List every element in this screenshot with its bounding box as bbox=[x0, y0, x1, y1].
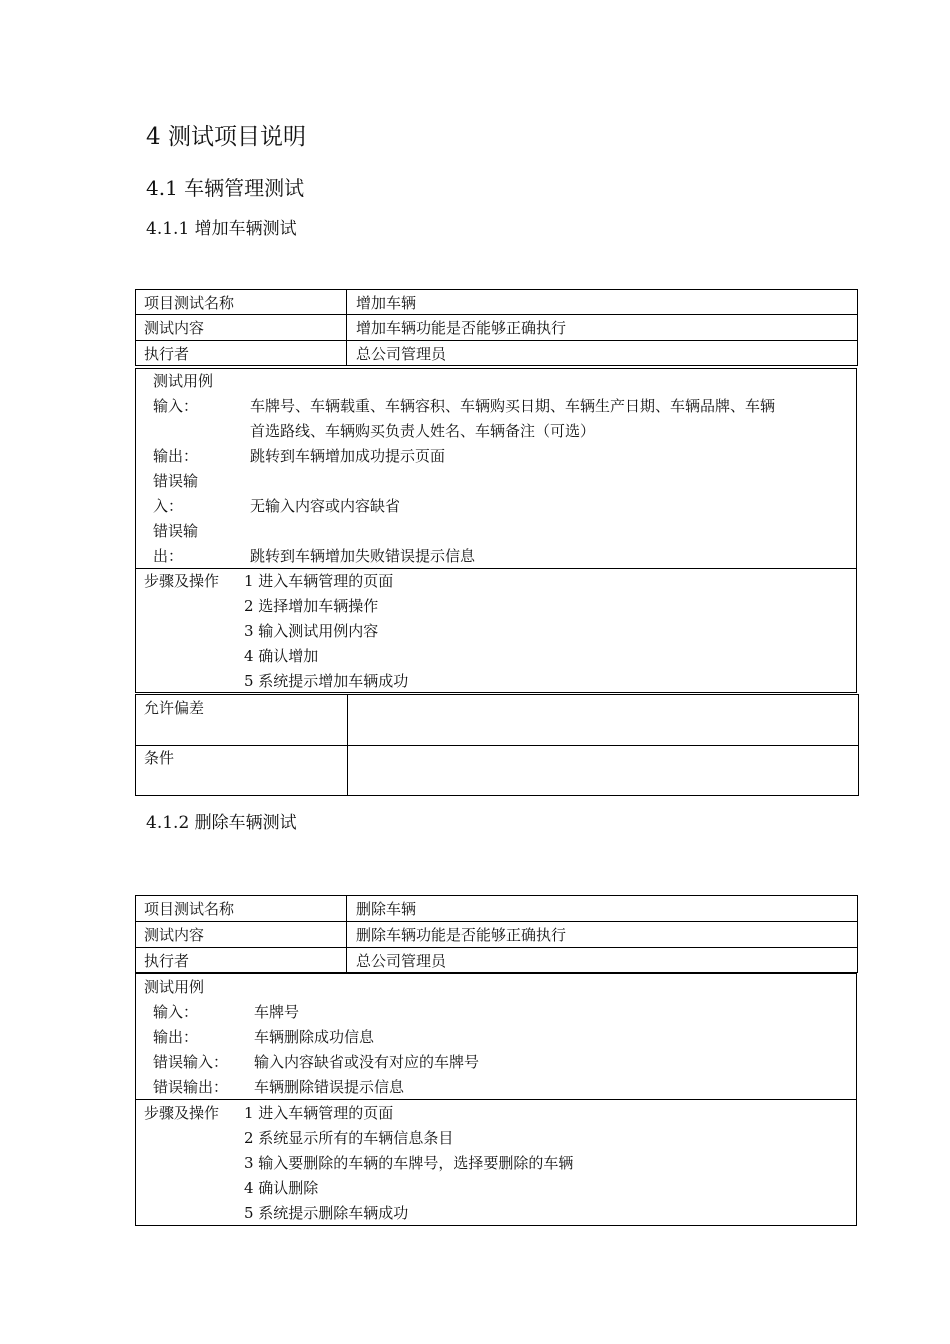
delete-vehicle-test-title: 4.1.2 删除车辆测试 bbox=[146, 813, 297, 833]
add-err-input-label-2: 入： bbox=[153, 497, 184, 515]
del-step-1: 1 进入车辆管理的页面 bbox=[244, 1104, 394, 1122]
add-err-output-label-1: 错误输 bbox=[153, 522, 199, 540]
add-input-value-1: 车牌号、车辆载重、车辆容积、车辆购买日期、车辆生产日期、车辆品牌、车辆 bbox=[250, 397, 776, 415]
del-steps-label: 步骤及操作 bbox=[144, 1104, 220, 1122]
del-err-input-label: 错误输入： bbox=[153, 1053, 229, 1071]
del-output-label: 输出： bbox=[153, 1028, 199, 1046]
del-row-executor-label: 执行者 bbox=[144, 952, 190, 970]
add-err-output-value: 跳转到车辆增加失败错误提示信息 bbox=[250, 547, 476, 565]
del-input-value: 车牌号 bbox=[254, 1003, 300, 1021]
section-title: 4 测试项目说明 bbox=[146, 124, 306, 150]
add-row-executor-value: 总公司管理员 bbox=[356, 345, 447, 363]
del-step-5: 5 系统提示删除车辆成功 bbox=[244, 1204, 409, 1222]
add-step-1: 1 进入车辆管理的页面 bbox=[244, 572, 394, 590]
add-output-value: 跳转到车辆增加成功提示页面 bbox=[250, 447, 446, 465]
del-row-executor-value: 总公司管理员 bbox=[356, 952, 447, 970]
add-steps-label: 步骤及操作 bbox=[144, 572, 220, 590]
add-input-value-2: 首选路线、车辆购买负责人姓名、车辆备注（可选） bbox=[250, 422, 596, 440]
del-case-title: 测试用例 bbox=[144, 978, 205, 996]
del-output-value: 车辆删除成功信息 bbox=[254, 1028, 375, 1046]
subsection-title: 4.1 车辆管理测试 bbox=[146, 176, 305, 200]
add-output-label: 输出： bbox=[153, 447, 199, 465]
del-input-label: 输入： bbox=[153, 1003, 199, 1021]
add-input-label: 输入： bbox=[153, 397, 199, 415]
del-err-output-label: 错误输出： bbox=[153, 1078, 229, 1096]
del-row-name-value: 删除车辆 bbox=[356, 900, 417, 918]
add-row-name-value: 增加车辆 bbox=[356, 294, 417, 312]
add-step-5: 5 系统提示增加车辆成功 bbox=[244, 672, 409, 690]
add-row-executor-label: 执行者 bbox=[144, 345, 190, 363]
add-row-content-label: 测试内容 bbox=[144, 319, 205, 337]
add-step-3: 3 输入测试用例内容 bbox=[244, 622, 379, 640]
add-tolerance-label: 允许偏差 bbox=[144, 699, 205, 717]
del-row-content-label: 测试内容 bbox=[144, 926, 205, 944]
add-condition-label: 条件 bbox=[144, 749, 175, 767]
add-err-output-label-2: 出： bbox=[153, 547, 184, 565]
del-step-4: 4 确认删除 bbox=[244, 1179, 319, 1197]
add-case-title: 测试用例 bbox=[153, 372, 214, 390]
del-step-3: 3 输入要删除的车辆的车牌号，选择要删除的车辆 bbox=[244, 1154, 574, 1172]
del-row-content-value: 删除车辆功能是否能够正确执行 bbox=[356, 926, 567, 944]
add-err-input-label-1: 错误输 bbox=[153, 472, 199, 490]
add-err-input-value: 无输入内容或内容缺省 bbox=[250, 497, 401, 515]
del-err-input-value: 输入内容缺省或没有对应的车牌号 bbox=[254, 1053, 480, 1071]
add-row-name-label: 项目测试名称 bbox=[144, 294, 235, 312]
add-case-block bbox=[135, 368, 857, 693]
del-row-name-label: 项目测试名称 bbox=[144, 900, 235, 918]
add-step-4: 4 确认增加 bbox=[244, 647, 319, 665]
add-step-2: 2 选择增加车辆操作 bbox=[244, 597, 379, 615]
add-row-content-value: 增加车辆功能是否能够正确执行 bbox=[356, 319, 567, 337]
add-vehicle-test-title: 4.1.1 增加车辆测试 bbox=[146, 219, 297, 239]
del-step-2: 2 系统显示所有的车辆信息条目 bbox=[244, 1129, 454, 1147]
del-err-output-value: 车辆删除错误提示信息 bbox=[254, 1078, 405, 1096]
